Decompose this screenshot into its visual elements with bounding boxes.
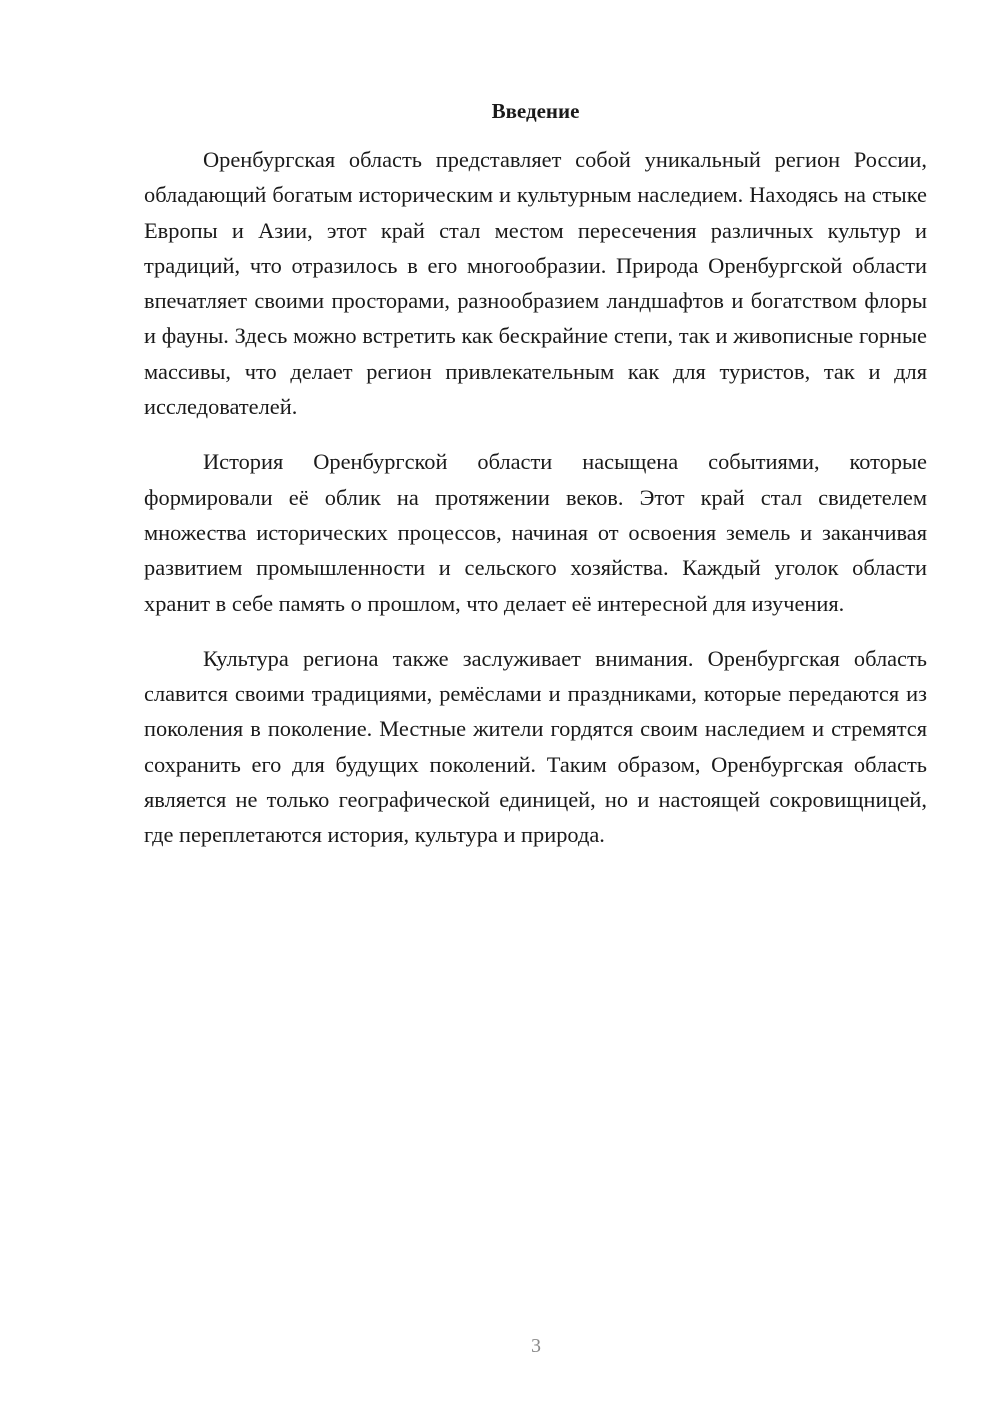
paragraph-nature: Оренбургская область представляет собой уникальный регион России, обладающий богатым историческим и культурным наследием. Находясь на стыке Европы и Азии, этот край стал местом пересечения различных культур и традиций, что отразилось в его многообразии. Природа Оренбургской области впечатляет своими просторами, разнообразием ландшафтов и богатством флоры и фауны. Здесь можно встретить как бескрайние степи, так и живописные горные массивы, что делает регион привлекательным как для туристов, так и для исследователей.	[144, 147, 927, 420]
body-text	[144, 142, 927, 873]
section-title: Введение	[491, 99, 580, 123]
paragraph-history: История Оренбургской области насыщена событиями, которые формировали её облик на протяжении веков. Этот край стал свидетелем множества исторических процессов, начиная от освоения земель и заканчивая развитием промышленности и сельского хозяйства. Каждый уголок области хранит в себе память о прошлом, что делает её интересной для изучения.	[144, 449, 927, 616]
paragraph-culture: Культура региона также заслуживает внимания. Оренбургская область славится своими традициями, ремёслами и праздниками, которые передаются из поколения в поколение. Местные жители гордятся своим наследием и стремятся сохранить его для будущих поколений. Таким образом, Оренбургская область является не только географической единицей, но и настоящей сокровищницей, где переплетаются история, культура и природа.	[144, 645, 927, 848]
page-number: 3	[531, 1335, 541, 1357]
